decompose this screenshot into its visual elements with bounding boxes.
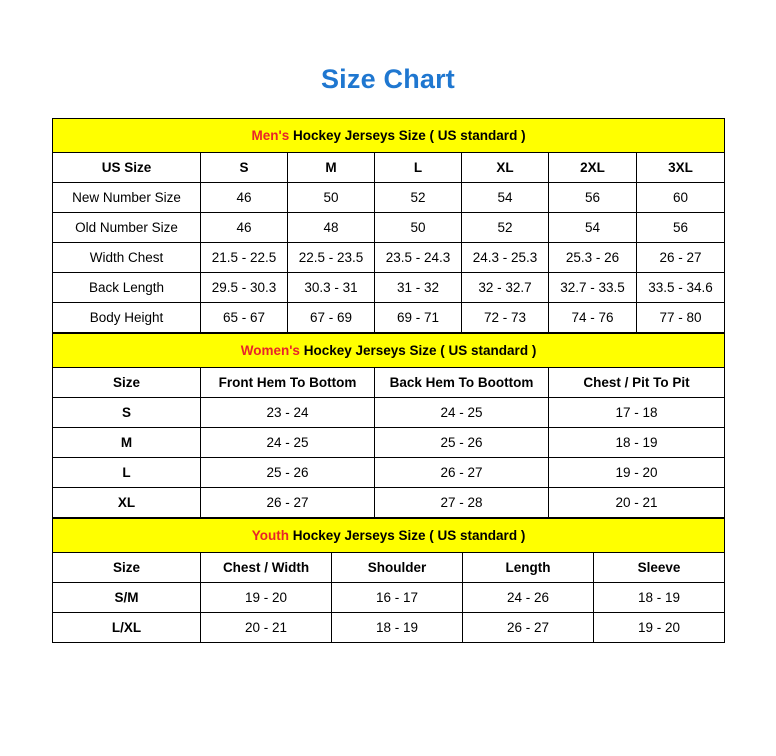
mens-header-cell-4: XL	[462, 153, 549, 183]
mens-row-3-cell-5: 32.7 - 33.5	[549, 273, 637, 303]
youth-row-0-cell-4: 18 - 19	[594, 583, 725, 613]
womens-header-cell-2: Back Hem To Boottom	[375, 368, 549, 398]
table-band-row	[53, 119, 725, 153]
womens-row-2-cell-2: 26 - 27	[375, 458, 549, 488]
mens-row-2-cell-5: 25.3 - 26	[549, 243, 637, 273]
table-row	[53, 613, 725, 643]
table-row	[53, 183, 725, 213]
table-row	[53, 583, 725, 613]
table-header-row	[53, 153, 725, 183]
mens-row-1-cell-6: 56	[637, 213, 725, 243]
mens-row-1-cell-2: 48	[288, 213, 375, 243]
youth-row-0-cell-3: 24 - 26	[463, 583, 594, 613]
mens-band-accent: Men's	[251, 128, 290, 143]
womens-row-2-cell-1: 25 - 26	[201, 458, 375, 488]
mens-row-3-cell-4: 32 - 32.7	[462, 273, 549, 303]
mens-header-cell-1: S	[201, 153, 288, 183]
table-header-row	[53, 368, 725, 398]
womens-row-1-cell-2: 25 - 26	[375, 428, 549, 458]
youth-row-0-cell-1: 19 - 20	[201, 583, 332, 613]
mens-row-0-cell-5: 56	[549, 183, 637, 213]
mens-row-0-cell-2: 50	[288, 183, 375, 213]
mens-row-2-cell-4: 24.3 - 25.3	[462, 243, 549, 273]
table-row	[53, 303, 725, 333]
mens-size-table	[52, 118, 725, 333]
womens-row-3-label: XL	[53, 488, 201, 518]
table-row	[53, 398, 725, 428]
womens-row-0-cell-2: 24 - 25	[375, 398, 549, 428]
table-row	[53, 488, 725, 518]
womens-row-3-cell-1: 26 - 27	[201, 488, 375, 518]
table-row	[53, 243, 725, 273]
mens-header-cell-5: 2XL	[549, 153, 637, 183]
youth-band-cell	[53, 519, 725, 553]
mens-row-2-cell-6: 26 - 27	[637, 243, 725, 273]
mens-row-0-cell-6: 60	[637, 183, 725, 213]
womens-band-rest: Hockey Jerseys Size ( US standard )	[299, 343, 537, 358]
youth-row-1-label: L/XL	[53, 613, 201, 643]
mens-row-1-cell-3: 50	[375, 213, 462, 243]
mens-header-cell-2: M	[288, 153, 375, 183]
table-band-row	[53, 519, 725, 553]
womens-row-0-cell-1: 23 - 24	[201, 398, 375, 428]
mens-row-3-cell-3: 31 - 32	[375, 273, 462, 303]
mens-row-3-cell-6: 33.5 - 34.6	[637, 273, 725, 303]
youth-header-cell-4: Sleeve	[594, 553, 725, 583]
youth-band-rest: Hockey Jerseys Size ( US standard )	[288, 528, 526, 543]
table-row	[53, 428, 725, 458]
mens-header-cell-6: 3XL	[637, 153, 725, 183]
mens-row-4-cell-3: 69 - 71	[375, 303, 462, 333]
mens-row-4-cell-1: 65 - 67	[201, 303, 288, 333]
youth-row-0-label: S/M	[53, 583, 201, 613]
mens-row-1-cell-1: 46	[201, 213, 288, 243]
youth-header-cell-2: Shoulder	[332, 553, 463, 583]
mens-row-2-cell-1: 21.5 - 22.5	[201, 243, 288, 273]
youth-header-cell-3: Length	[463, 553, 594, 583]
youth-row-1-cell-1: 20 - 21	[201, 613, 332, 643]
mens-row-0-cell-1: 46	[201, 183, 288, 213]
table-row	[53, 458, 725, 488]
womens-row-3-cell-2: 27 - 28	[375, 488, 549, 518]
womens-row-1-cell-3: 18 - 19	[549, 428, 725, 458]
mens-row-4-cell-2: 67 - 69	[288, 303, 375, 333]
mens-row-3-label: Back Length	[53, 273, 201, 303]
mens-row-3-cell-2: 30.3 - 31	[288, 273, 375, 303]
womens-header-cell-3: Chest / Pit To Pit	[549, 368, 725, 398]
mens-row-1-cell-5: 54	[549, 213, 637, 243]
page-title: Size Chart	[320, 64, 456, 94]
womens-header-cell-0: Size	[53, 368, 201, 398]
youth-row-1-cell-4: 19 - 20	[594, 613, 725, 643]
mens-row-0-cell-3: 52	[375, 183, 462, 213]
mens-band-rest: Hockey Jerseys Size ( US standard )	[289, 128, 526, 143]
mens-row-4-cell-4: 72 - 73	[462, 303, 549, 333]
womens-band-accent: Women's	[240, 343, 300, 358]
mens-row-1-cell-4: 52	[462, 213, 549, 243]
womens-row-2-cell-3: 19 - 20	[549, 458, 725, 488]
youth-size-table	[52, 518, 725, 643]
mens-row-0-label: New Number Size	[53, 183, 201, 213]
mens-header-cell-0: US Size	[53, 153, 201, 183]
womens-header-cell-1: Front Hem To Bottom	[201, 368, 375, 398]
mens-row-2-cell-3: 23.5 - 24.3	[375, 243, 462, 273]
womens-row-1-cell-1: 24 - 25	[201, 428, 375, 458]
youth-header-cell-0: Size	[53, 553, 201, 583]
mens-row-2-cell-2: 22.5 - 23.5	[288, 243, 375, 273]
youth-header-cell-1: Chest / Width	[201, 553, 332, 583]
womens-row-2-label: L	[53, 458, 201, 488]
youth-row-0-cell-2: 16 - 17	[332, 583, 463, 613]
womens-row-1-label: M	[53, 428, 201, 458]
table-row	[53, 213, 725, 243]
mens-band-cell	[53, 119, 725, 153]
mens-row-4-cell-6: 77 - 80	[637, 303, 725, 333]
table-row	[53, 273, 725, 303]
size-chart-container	[52, 118, 724, 643]
table-band-row	[53, 334, 725, 368]
mens-row-0-cell-4: 54	[462, 183, 549, 213]
mens-row-2-label: Width Chest	[53, 243, 201, 273]
womens-size-table	[52, 333, 725, 518]
mens-header-cell-3: L	[375, 153, 462, 183]
mens-row-4-cell-5: 74 - 76	[549, 303, 637, 333]
womens-band-cell	[53, 334, 725, 368]
youth-row-1-cell-3: 26 - 27	[463, 613, 594, 643]
youth-row-1-cell-2: 18 - 19	[332, 613, 463, 643]
mens-row-1-label: Old Number Size	[53, 213, 201, 243]
womens-row-0-cell-3: 17 - 18	[549, 398, 725, 428]
mens-row-3-cell-1: 29.5 - 30.3	[201, 273, 288, 303]
table-header-row	[53, 553, 725, 583]
womens-row-0-label: S	[53, 398, 201, 428]
youth-band-accent: Youth	[251, 528, 289, 543]
womens-row-3-cell-3: 20 - 21	[549, 488, 725, 518]
mens-row-4-label: Body Height	[53, 303, 201, 333]
